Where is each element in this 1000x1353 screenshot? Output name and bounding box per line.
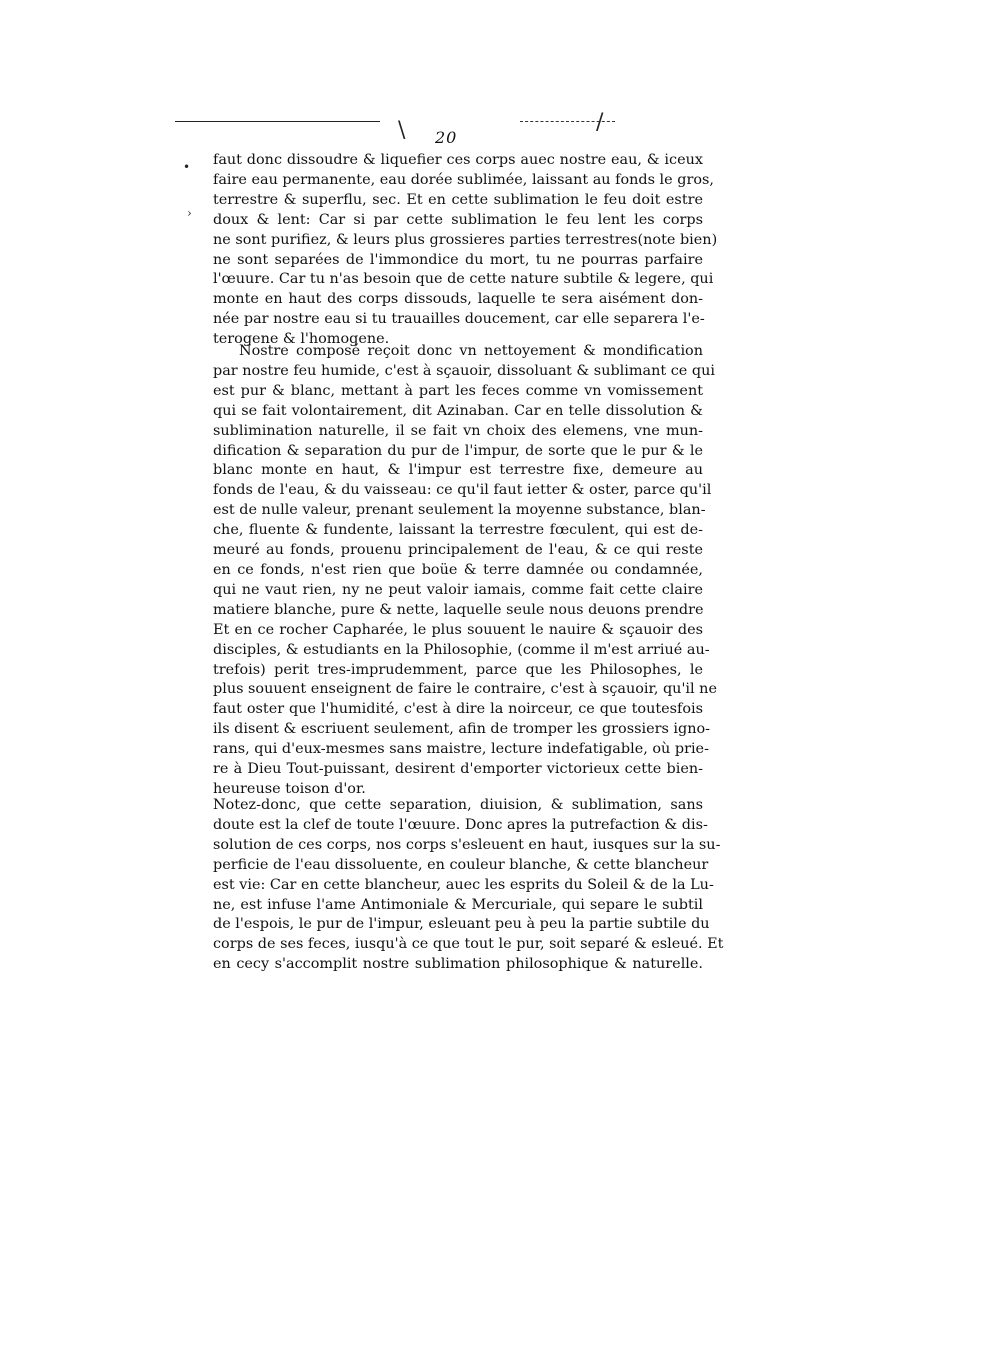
text-line: plus souuent enseignent de faire le contraire, c'est à sçauoir, qu'il ne [213,681,717,698]
margin-mark: • [183,160,191,174]
text-line: corps de ses feces, iusqu'à ce que tout le pur, soit separé & esleué. Et [213,936,724,953]
text-line: qui se fait volontairement, dit Azinaban. Car en telle dissolution & [213,402,703,419]
text-line: l'œuure. Car tu n'as besoin que de cette nature subtile & legere, qui [213,271,714,288]
text-line: faut oster que l'humidité, c'est à dire la noirceur, ce que toutesfois [213,701,703,718]
paragraph-1 [213,151,718,350]
scan-mark: / [596,110,604,135]
text-line: dification & separation du pur de l'impur, de sorte que le pur & le [213,442,703,459]
text-line: trefois) perit tres-imprudemment, parce que les Philosophes, le [213,661,703,678]
text-line: disciples, & estudiants en la Philosophie, (comme il m'est arriué au- [213,641,710,658]
text-line: solution de ces corps, nos corps s'esleuent en haut, iusques sur la su- [213,836,721,853]
text-line: Notez-donc, que cette separation, diuision, & sublimation, sans [213,797,703,813]
text-line: che, fluente & fundente, laissant la terrestre fœculent, qui est de- [213,522,703,539]
text-line: ils disent & escriuent seulement, afin de tromper les grossiers igno- [213,721,711,738]
text-line: doute est la clef de toute l'œuure. Donc apres la putrefaction & dis- [213,816,708,833]
text-line: faire eau permanente, eau dorée sublimée, laissant au fonds le gros, [213,171,714,188]
text-line: ne sont separées de l'immondice du mort, tu ne pourras parfaire [213,251,703,268]
text-line: monte en haut des corps dissouds, laquelle te sera aisément don- [213,291,703,308]
text-line: Nostre composé reçoit donc vn nettoyement & mondification [239,343,703,359]
text-line: doux & lent: Car si par cette sublimation le feu lent les corps [213,211,703,228]
text-line: meuré au fonds, prouenu principalement de l'eau, & ce qui reste [213,542,703,559]
text-line: née par nostre eau si tu trauailles doucement, car elle separera l'e- [213,311,705,328]
page-number: 20 [435,128,458,147]
text-line: heureuse toison d'or. [213,780,366,797]
text-line: est vie: Car en cette blancheur, auec les esprits du Soleil & de la Lu- [213,876,714,893]
text-line: en ce fonds, n'est rien que boüe & terre damnée ou condamnée, [213,561,703,578]
text-line: perficie de l'eau dissoluente, en couleur blanche, & cette blancheur [213,856,709,873]
text-line: qui ne vaut rien, ny ne peut valoir iamais, comme fait cette claire [213,581,703,598]
text-line: de l'espois, le pur de l'impur, esleuant peu à peu la partie subtile du [213,916,710,933]
text-line: est de nulle valeur, prenant seulement la moyenne substance, blan- [213,502,706,519]
text-line: Et en ce rocher Capharée, le plus souuent le nauire & sçauoir des [213,621,703,638]
paragraph-2 [213,342,717,800]
text-line: re à Dieu Tout-puissant, desirent d'emporter victorieux cette bien- [213,761,703,778]
text-line: par nostre feu humide, c'est à sçauoir, dissoluant & sublimant ce qui [213,362,715,379]
scan-mark: \ [398,118,406,143]
text-line: en cecy s'accomplit nostre sublimation philosophique & naturelle. [213,956,703,973]
text-line: sublimination naturelle, il se fait vn choix des elemens, vne mun- [213,422,703,439]
text-line: ne, est infuse l'ame Antimoniale & Mercuriale, qui separe le subtil [213,896,703,913]
paragraph-3 [213,796,724,975]
text-line: faut donc dissoudre & liquefier ces corps auec nostre eau, & iceux [213,152,703,168]
text-line: est pur & blanc, mettant à part les feces comme vn vomissement [213,382,703,399]
text-line: ne sont purifiez, & leurs plus grossieres parties terrestres(note bien) [213,231,718,248]
text-line: matiere blanche, pure & nette, laquelle seule nous deuons prendre [213,601,704,618]
text-line: fonds de l'eau, & du vaisseau: ce qu'il faut ietter & oster, parce qu'il [213,482,712,499]
text-line: blanc monte en haut, & l'impur est terrestre fixe, demeure au [213,462,703,479]
margin-mark: › [187,206,192,220]
text-line: terrestre & superflu, sec. Et en cette sublimation le feu doit estre [213,191,703,208]
header-rule [175,121,380,122]
text-line: rans, qui d'eux-mesmes sans maistre, lecture indefatigable, où prie- [213,741,709,758]
text-line: terogene & l'homogene. [213,331,390,348]
